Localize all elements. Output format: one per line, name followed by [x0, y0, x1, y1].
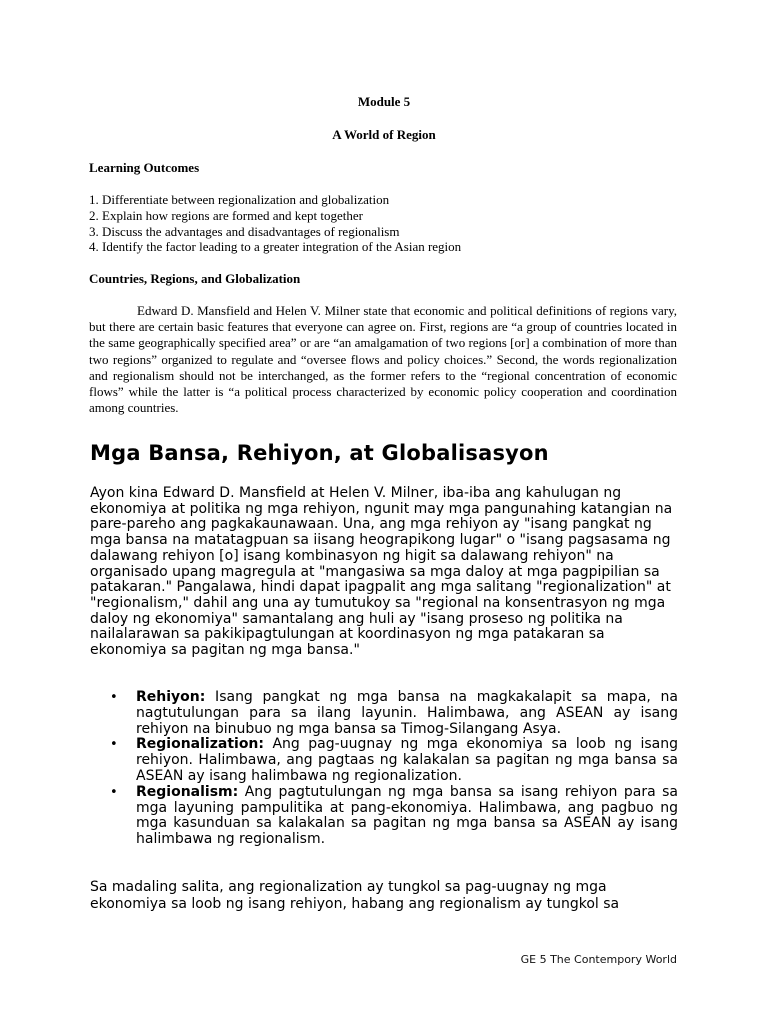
filipino-paragraph: Ayon kina Edward D. Mansfield at Helen V. Milner, iba-iba ang kahulugan ng ekonomiya at politika ng mga rehiyon, ngunit may mga pangunahing katangian na pare-pareho ang pagkakaunawaan. Una, ang mga rehiyon ay "isang pangkat ng mga bansa na matatagpuan sa iisang heograpikong lugar" o "isang pagsasama ng dalawang rehiyon [o] isang kombinasyon ng higit sa dalawang rehiyon" na organisado upang magregula at "mangasiwa sa mga daloy at mga pagpipilian sa patakaran." Pangalawa, hindi dapat ipagpalit ang mga salitang "regionalization" at "regionalism," dahil ang una ay tumutukoy sa "regional na konsentrasyon ng mga daloy ng ekonomiya" samantalang ang huli ay "isang proseso ng politika na nailalarawan sa pakikipagtulungan at koordinasyon ng mga patakaran sa ekonomiya sa pagitan ng mga bansa." [90, 485, 673, 659]
term-label: Rehiyon: [136, 689, 206, 705]
learning-outcomes-list [89, 192, 461, 255]
term-label: Regionalization: [136, 736, 264, 753]
term-definition: Isang pangkat ng mga bansa na magkakalapit sa mapa, na nagtutulungan para sa ilang layunin. Halimbawa, ang ASEAN ay isang rehiyon na binubuo ng mga bansa sa Timog-Silangang Asya. [136, 689, 678, 737]
bullet-icon: • [110, 737, 118, 753]
summary-paragraph: Sa madaling salita, ang regionalization ay tungkol sa pag-uugnay ng mga ekonomiya sa loob ng isang rehiyon, habang ang regionalism ay tungkol sa [90, 879, 620, 912]
definition-item-regionalism [110, 785, 678, 848]
section-heading-filipino: Mga Bansa, Rehiyon, at Globalisasyon [90, 441, 549, 465]
term-label: Regionalism: [136, 783, 239, 800]
module-number: Module 5 [357, 94, 411, 109]
learning-outcome-item: 4. Identify the factor leading to a greater integration of the Asian region [89, 239, 462, 255]
learning-outcome-item: 1. Differentiate between regionalization and globalization [89, 192, 390, 207]
term-definition: Ang pagtutulungan ng mga bansa sa isang rehiyon para sa mga layuning pampulitika at pang-ekonomiya. Halimbawa, ang pagbuo ng mga kasunduan sa kalakalan sa pagitan ng mga bansa sa ASEAN ay isang halimbawa ng regionalism. [136, 783, 678, 848]
learning-outcome-item: 2. Explain how regions are formed and kept together [89, 207, 363, 223]
term-definition: Ang pag-uugnay ng mga ekonomiya sa loob ng isang rehiyon. Halimbawa, ang pagtaas ng kalakalan sa pagitan ng mga bansa sa ASEAN ay isang halimbawa ng regionalization. [136, 736, 678, 784]
section-heading-english: Countries, Regions, and Globalization [89, 271, 301, 286]
definitions-list [110, 690, 678, 848]
page-title: A World of Region [332, 127, 436, 142]
english-paragraph: Edward D. Mansfield and Helen V. Milner state that economic and political definitions of regions vary, but there are certain basic features that everyone can agree on. First, regions are “a group of countries located in the same geographically specified area” or are “an amalgamation of two regions [or] a combination of more than two regions” organized to regulate and “oversee flows and policy choices.” Second, the words regionalization and regionalism should not be interchanged, as the former refers to the “regional concentration of economic flows” while the latter is “a political process characterized by economic policy cooperation and coordination among countries. [89, 303, 677, 416]
bullet-icon: • [110, 784, 118, 800]
bullet-icon: • [110, 690, 118, 705]
definition-item-regionalization [110, 737, 678, 784]
definition-item-rehiyon [110, 690, 678, 737]
learning-outcomes-heading: Learning Outcomes [89, 160, 200, 175]
learning-outcome-item: 3. Discuss the advantages and disadvantages of regionalism [89, 223, 400, 239]
page-footer: GE 5 The Contempory World [520, 953, 677, 966]
